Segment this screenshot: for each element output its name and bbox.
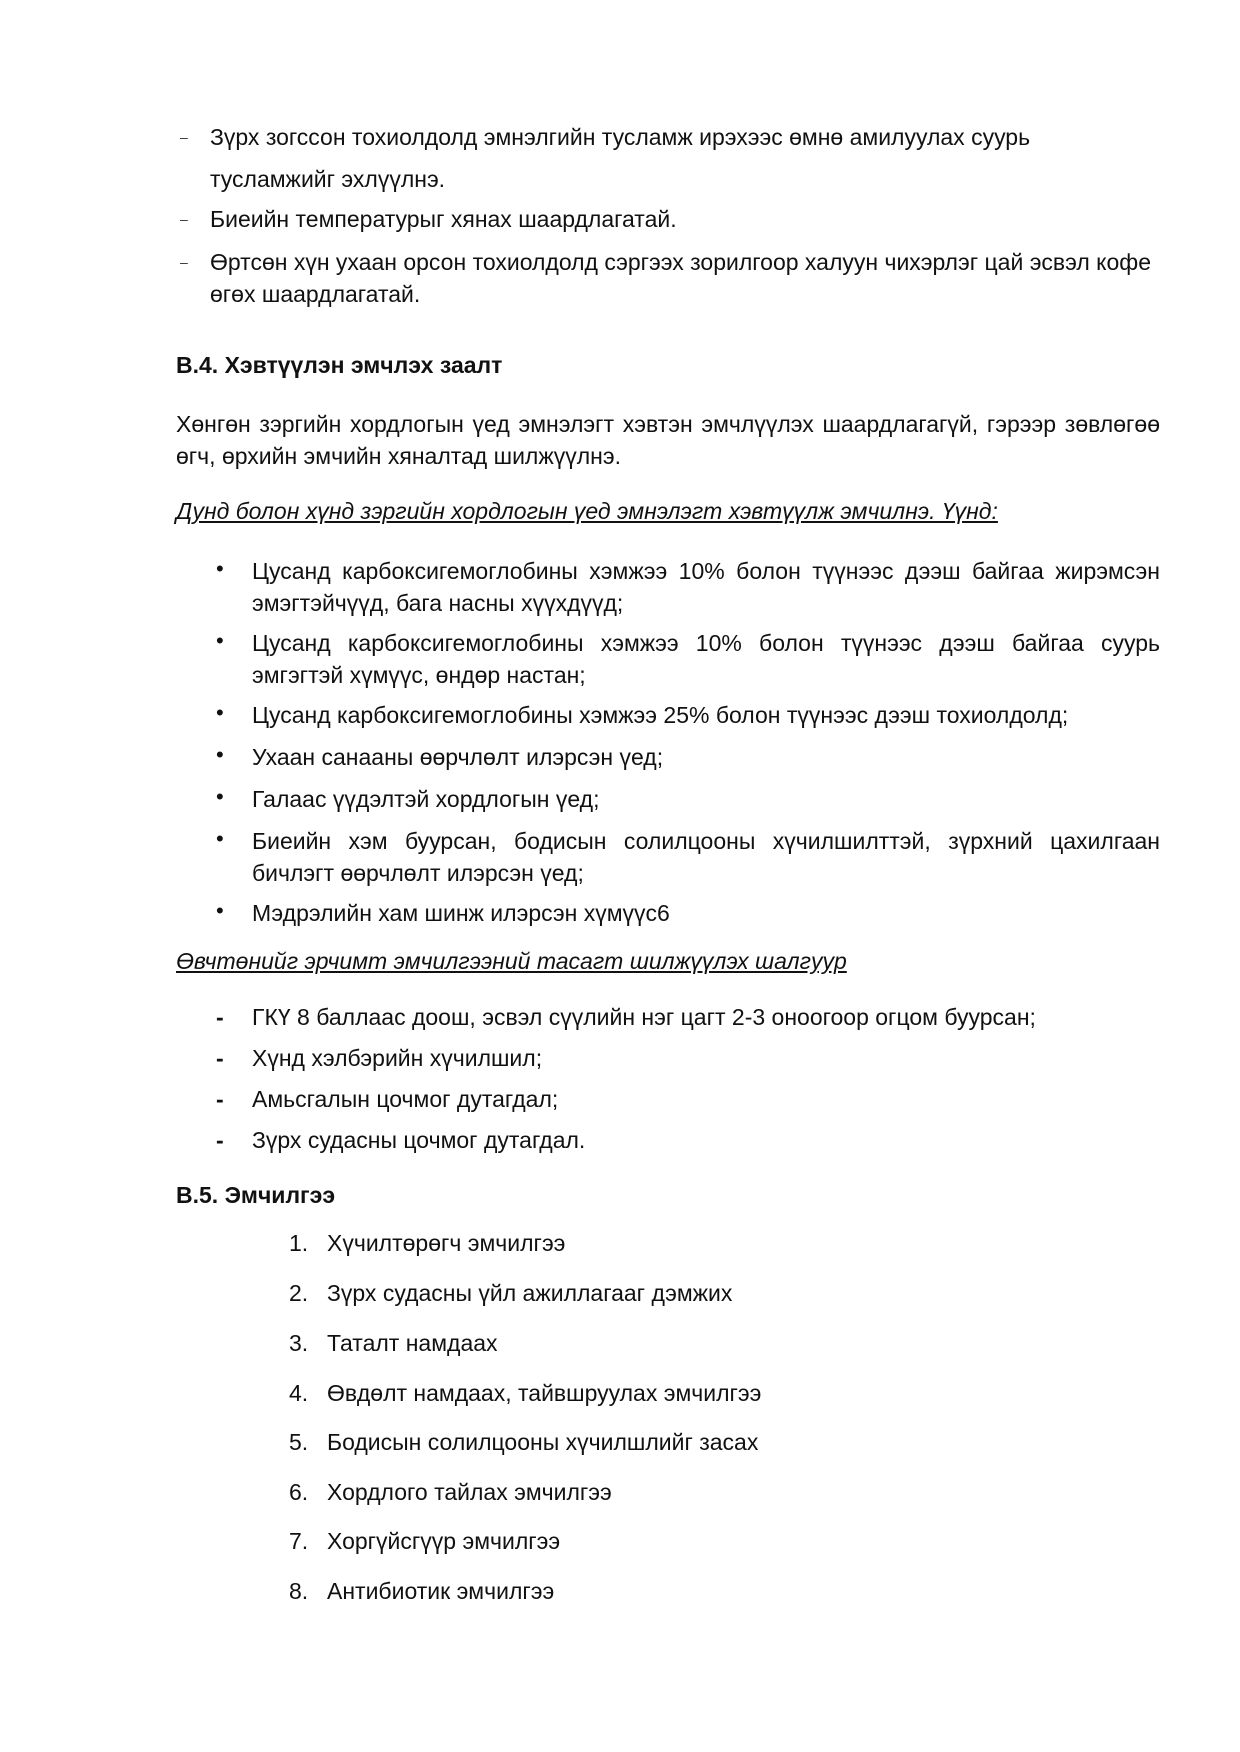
- list-item: [289, 1476, 612, 1508]
- list-item-text: ГКҮ 8 баллаас доош, эсвэл сүүлийн нэг цагт 2-3 оноогоор огцом буурсан;: [252, 1004, 1036, 1030]
- list-item: [216, 1083, 559, 1115]
- list-item-text: Зүрх судасны үйл ажиллагааг дэмжих: [327, 1280, 733, 1306]
- inpatient-subheading: Дунд болон хүнд зэргийн хордлогын үед эмнэлэгт хэвтүүлж эмчилнэ. Үүнд:: [176, 498, 998, 524]
- list-item: [289, 1377, 761, 1409]
- list-item-text: Хоргүйсгүүр эмчилгээ: [327, 1528, 561, 1554]
- dash-marker: –: [180, 211, 188, 227]
- list-item-text: Өртсөн хүн ухаан орсон тохиолдолд сэргээх зорилгоор халуун чихэрлэг цай эсвэл кофе өгөх шаардлагатай.: [210, 249, 1152, 307]
- list-item-text: Биеийн температурыг хянах шаардлагатай.: [210, 206, 677, 232]
- list-item: [289, 1227, 565, 1259]
- section-b5-title: B.5. Эмчилгээ: [176, 1182, 336, 1208]
- list-item: [180, 116, 1160, 200]
- list-item: [216, 627, 1160, 691]
- list-item: [180, 246, 1160, 310]
- dash-marker: -: [216, 1127, 224, 1153]
- list-item: [216, 741, 1160, 773]
- list-item-text: Ухаан санааны өөрчлөлт илэрсэн үед;: [252, 744, 664, 770]
- list-item: [216, 555, 1160, 619]
- bullet-marker: •: [216, 826, 224, 851]
- list-number: 8.: [289, 1578, 309, 1604]
- dash-marker: –: [180, 254, 188, 270]
- dash-marker: -: [216, 1004, 224, 1030]
- list-item: [289, 1426, 758, 1458]
- list-item-text: Зүрх судасны цочмог дутагдал.: [252, 1127, 586, 1153]
- list-item: [216, 783, 1160, 815]
- list-item-text: Цусанд карбоксигемоглобины хэмжээ 10% болон түүнээс дээш байгаа суурь эмгэгтэй хүмүүс, өндөр настан;: [252, 630, 1160, 688]
- list-item-text: Хүнд хэлбэрийн хүчилшил;: [252, 1045, 543, 1071]
- list-number: 3.: [289, 1330, 309, 1356]
- list-item-text: Өвдөлт намдаах, тайвшруулах эмчилгээ: [327, 1380, 762, 1406]
- dash-marker: –: [180, 129, 188, 145]
- list-number: 7.: [289, 1528, 309, 1554]
- bullet-marker: •: [216, 898, 224, 923]
- section-b4-paragraph: Хөнгөн зэргийн хордлогын үед эмнэлэгт хэвтэн эмчлүүлэх шаардлагагүй, гэрээр зөвлөгөө өгч, өрхийн эмчийн хяналтад шилжүүлнэ.: [176, 411, 1160, 469]
- list-item-text: Таталт намдаах: [327, 1330, 498, 1356]
- list-item: [216, 825, 1160, 889]
- dash-marker: -: [216, 1086, 224, 1112]
- list-item: [216, 1042, 543, 1074]
- list-number: 6.: [289, 1479, 309, 1505]
- list-number: 1.: [289, 1230, 309, 1256]
- dash-marker: -: [216, 1045, 224, 1071]
- list-item-text: Зүрх зогссон тохиолдолд эмнэлгийн тусламж ирэхээс өмнө амилуулах суурь тусламжийг эхлүүлнэ.: [210, 124, 1031, 192]
- list-item: [289, 1575, 554, 1607]
- list-item-text: Бодисын солилцооны хүчилшлийг засах: [327, 1429, 759, 1455]
- list-item-text: Антибиотик эмчилгээ: [327, 1578, 555, 1604]
- list-item-text: Хордлого тайлах эмчилгээ: [327, 1479, 612, 1505]
- list-item: [216, 897, 1160, 929]
- bullet-marker: •: [216, 628, 224, 653]
- bullet-marker: •: [216, 784, 224, 809]
- list-item: [289, 1525, 560, 1557]
- bullet-marker: •: [216, 556, 224, 581]
- list-item-text: Амьсгалын цочмог дутагдал;: [252, 1086, 559, 1112]
- list-item: [289, 1327, 498, 1359]
- list-item-text: Биеийн хэм буурсан, бодисын солилцооны хүчилшилттэй, зүрхний цахилгаан бичлэгт өөрчлөлт илэрсэн үед;: [252, 828, 1160, 886]
- list-item: [289, 1277, 732, 1309]
- list-item-text: Цусанд карбоксигемоглобины хэмжээ 10% болон түүнээс дээш байгаа жирэмсэн эмэгтэйчүүд, бага насны хүүхдүүд;: [252, 558, 1160, 616]
- list-item-text: Галаас үүдэлтэй хордлогын үед;: [252, 786, 600, 812]
- icu-subheading: Өвчтөнийг эрчимт эмчилгээний тасагт шилжүүлэх шалгуур: [176, 948, 847, 974]
- list-item-text: Хүчилтөрөгч эмчилгээ: [327, 1230, 566, 1256]
- section-b4-title: B.4. Хэвтүүлэн эмчлэх заалт: [176, 352, 503, 378]
- list-item-text: Мэдрэлийн хам шинж илэрсэн хүмүүс6: [252, 900, 670, 926]
- list-item: [216, 699, 1160, 731]
- list-item: [216, 1001, 1036, 1033]
- list-item-text: Цусанд карбоксигемоглобины хэмжээ 25% болон түүнээс дээш тохиолдолд;: [252, 702, 1069, 728]
- list-number: 5.: [289, 1429, 309, 1455]
- bullet-marker: •: [216, 742, 224, 767]
- bullet-marker: •: [216, 700, 224, 725]
- list-number: 2.: [289, 1280, 309, 1306]
- list-item: [216, 1124, 586, 1156]
- list-number: 4.: [289, 1380, 309, 1406]
- list-item: [180, 202, 1160, 236]
